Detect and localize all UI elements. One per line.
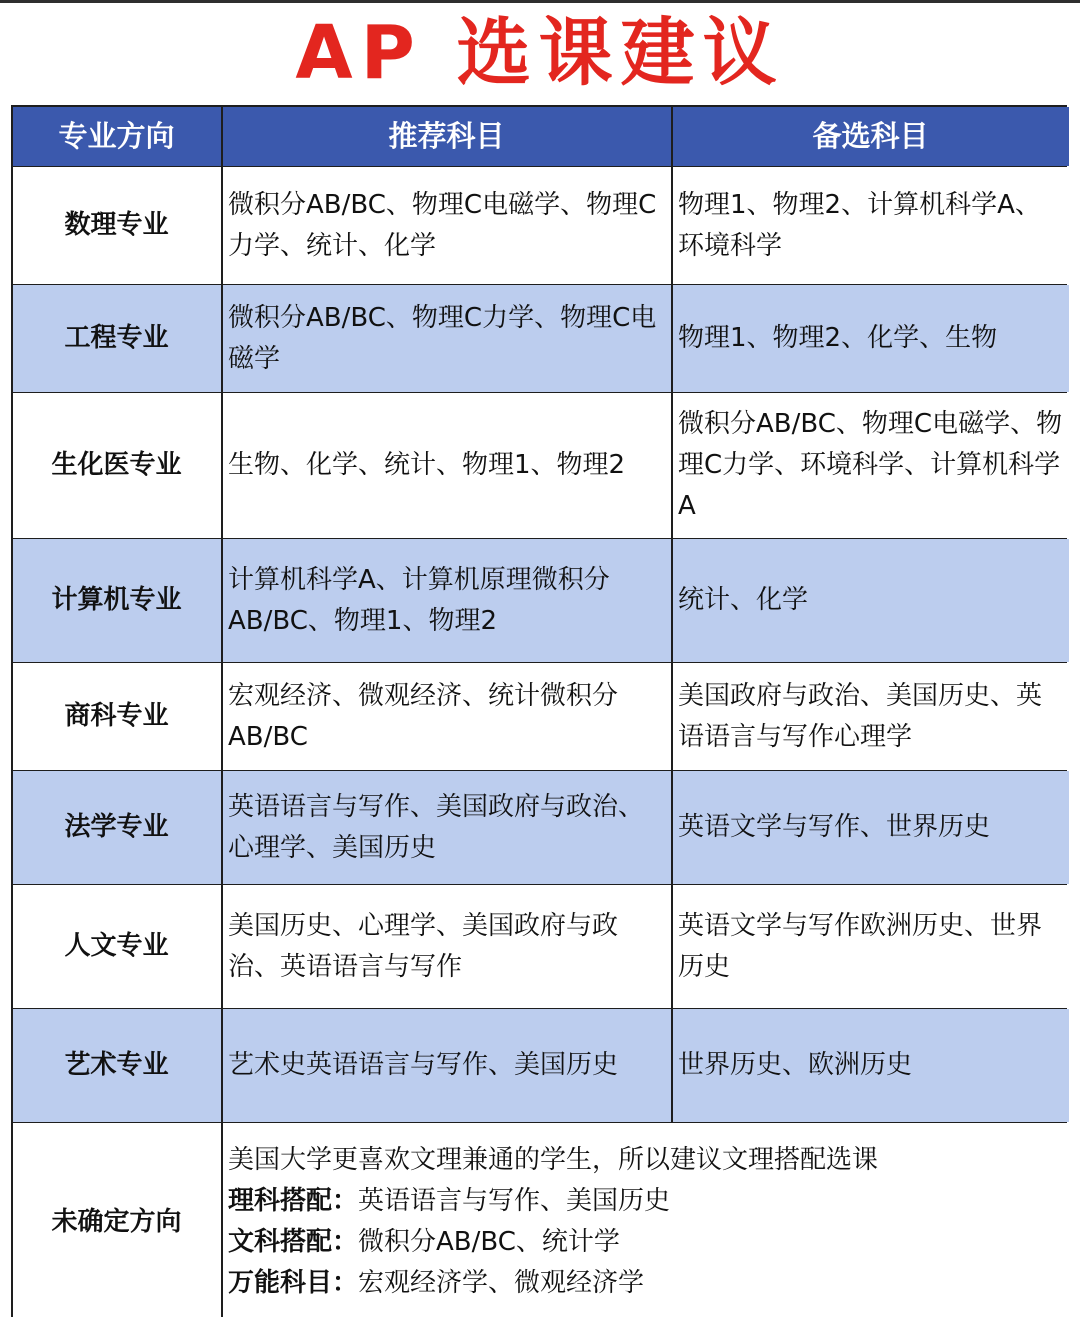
top-border-line	[0, 0, 1080, 3]
major-cell: 计算机专业	[13, 539, 221, 662]
major-cell: 艺术专业	[13, 1009, 221, 1122]
recommended-cell: 艺术史英语语言与写作、美国历史	[223, 1009, 671, 1122]
page-title: AP 选课建议	[295, 10, 785, 96]
header-recommended: 推荐科目	[223, 107, 671, 166]
course-table	[11, 105, 1067, 1317]
alternative-cell: 英语文学与写作欧洲历史、世界历史	[673, 885, 1069, 1008]
arts-combo-line: 文科搭配：微积分AB/BC、统计学	[228, 1227, 620, 1257]
header-alternative: 备选科目	[673, 107, 1069, 166]
alternative-cell: 世界历史、欧洲历史	[673, 1009, 1069, 1122]
undecided-intro: 美国大学更喜欢文理兼通的学生，所以建议文理搭配选课	[228, 1145, 879, 1175]
recommended-cell: 生物、化学、统计、物理1、物理2	[223, 393, 671, 538]
major-cell: 未确定方向	[13, 1123, 221, 1321]
alternative-cell: 物理1、物理2、化学、生物	[673, 285, 1069, 392]
recommended-cell: 微积分AB/BC、物理C电磁学、物理C力学、统计、化学	[223, 167, 671, 284]
alternative-cell: 物理1、物理2、计算机科学A、环境科学	[673, 167, 1069, 284]
major-cell: 商科专业	[13, 663, 221, 770]
recommended-cell: 计算机科学A、计算机原理微积分AB/BC、物理1、物理2	[223, 539, 671, 662]
major-cell: 生化医专业	[13, 393, 221, 538]
alternative-cell: 英语文学与写作、世界历史	[673, 771, 1069, 884]
major-cell: 法学专业	[13, 771, 221, 884]
recommended-cell: 微积分AB/BC、物理C力学、物理C电磁学	[223, 285, 671, 392]
major-cell: 数理专业	[13, 167, 221, 284]
alternative-cell: 微积分AB/BC、物理C电磁学、物理C力学、环境科学、计算机科学A	[673, 393, 1069, 538]
recommended-cell: 宏观经济、微观经济、统计微积分AB/BC	[223, 663, 671, 770]
alternative-cell: 美国政府与政治、美国历史、英语语言与写作心理学	[673, 663, 1069, 770]
recommended-cell: 美国历史、心理学、美国政府与政治、英语语言与写作	[223, 885, 671, 1008]
science-combo-line: 理科搭配：英语语言与写作、美国历史	[228, 1186, 671, 1216]
major-cell: 人文专业	[13, 885, 221, 1008]
major-cell: 工程专业	[13, 285, 221, 392]
recommended-cell: 英语语言与写作、美国政府与政治、心理学、美国历史	[223, 771, 671, 884]
alternative-cell: 统计、化学	[673, 539, 1069, 662]
undecided-advice-cell	[223, 1123, 1069, 1321]
header-major: 专业方向	[13, 107, 221, 166]
universal-subjects-line: 万能科目：宏观经济学、微观经济学	[228, 1268, 645, 1298]
